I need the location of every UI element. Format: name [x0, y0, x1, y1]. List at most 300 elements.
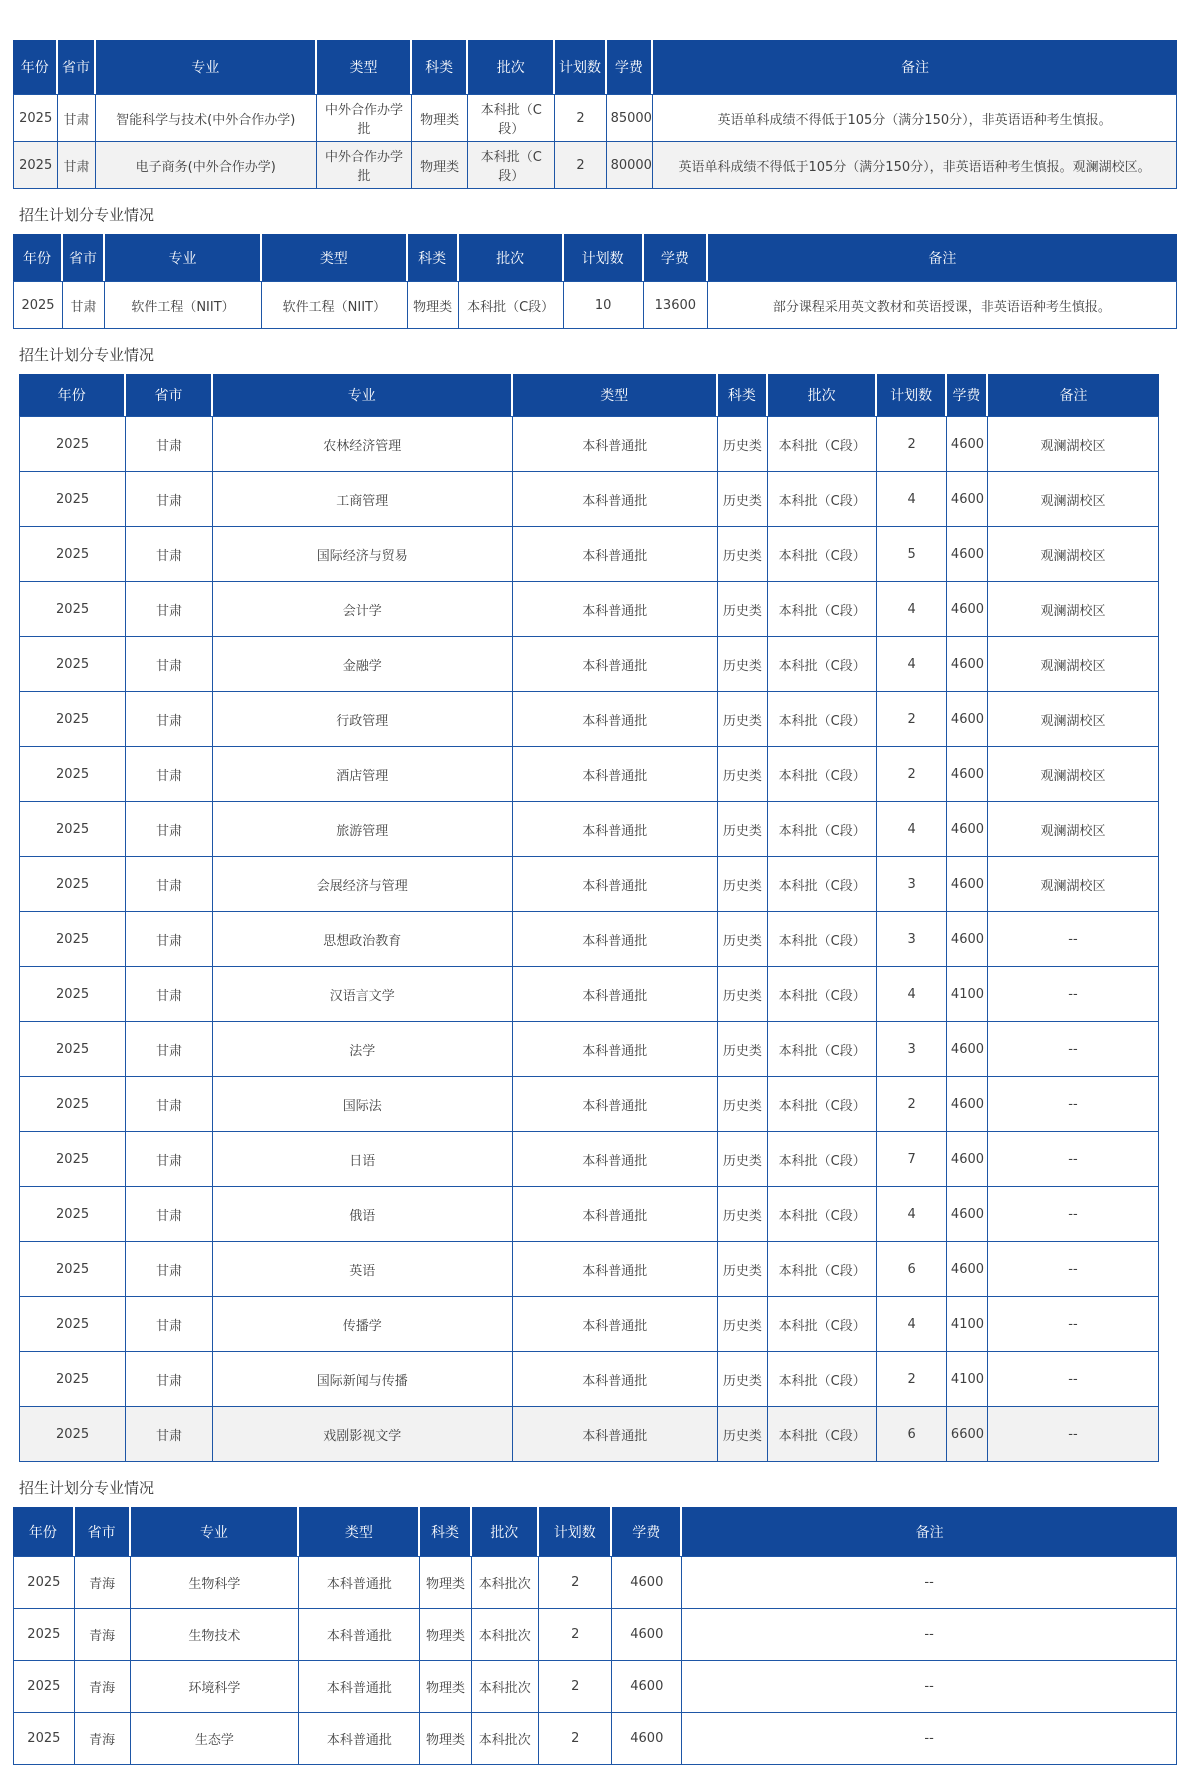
table-cell: 4600 — [947, 582, 988, 637]
table-cell: 戏剧影视文学 — [213, 1407, 513, 1462]
table-cell: 本科普通批 — [513, 692, 718, 747]
table-cell: 酒店管理 — [213, 747, 513, 802]
column-header: 科类 — [718, 374, 768, 416]
table-cell: 本科批（C段） — [768, 1297, 877, 1352]
table-cell: 4 — [877, 637, 947, 692]
table-cell: 本科普通批 — [299, 1609, 420, 1661]
table-cell: 本科批次 — [472, 1609, 540, 1661]
table-cell: 4600 — [947, 857, 988, 912]
section-title: 招生计划分专业情况 — [19, 1479, 155, 1497]
column-header: 科类 — [412, 40, 468, 94]
table-cell: 生态学 — [131, 1713, 300, 1765]
table-cell: 中外合作办学批 — [317, 142, 412, 189]
table-cell: 6600 — [947, 1407, 988, 1462]
table-cell: 甘肃 — [126, 1407, 213, 1462]
table-cell: 工商管理 — [213, 472, 513, 527]
table-cell: 本科普通批 — [513, 1022, 718, 1077]
table-cell: 本科批（C段） — [768, 912, 877, 967]
table-cell: 青海 — [75, 1661, 131, 1713]
table-cell: 2 — [877, 1077, 947, 1132]
column-header: 计划数 — [564, 234, 644, 281]
table-cell: 4600 — [947, 802, 988, 857]
table-cell: 2025 — [19, 1022, 126, 1077]
table-cell: 俄语 — [213, 1187, 513, 1242]
column-header: 省市 — [75, 1507, 131, 1556]
table-cell: 本科批（C段） — [768, 967, 877, 1022]
table-cell: 本科普通批 — [513, 472, 718, 527]
table-cell: 青海 — [75, 1556, 131, 1609]
table-cell: 2 — [539, 1713, 612, 1765]
table-cell: 本科普通批 — [513, 416, 718, 472]
table-cell: 2025 — [19, 802, 126, 857]
table-cell: 2025 — [13, 1609, 75, 1661]
table-cell: 2025 — [19, 1132, 126, 1187]
table-cell: 2025 — [13, 1661, 75, 1713]
table-cell: 甘肃 — [126, 967, 213, 1022]
table-cell: 5 — [877, 527, 947, 582]
table-cell: -- — [988, 1352, 1159, 1407]
table-cell: 2025 — [19, 1077, 126, 1132]
table-cell: 本科批次 — [472, 1713, 540, 1765]
table-cell: 4100 — [947, 1352, 988, 1407]
table-cell: 4 — [877, 582, 947, 637]
table-cell: 传播学 — [213, 1297, 513, 1352]
table-row — [19, 1297, 1159, 1352]
table-cell: 历史类 — [718, 802, 768, 857]
table-cell: 本科批（C段） — [768, 1132, 877, 1187]
table-cell: 3 — [877, 912, 947, 967]
table-cell: 2025 — [19, 1297, 126, 1352]
table-cell: 2 — [555, 94, 606, 142]
table-cell: 2 — [877, 416, 947, 472]
table-row — [19, 582, 1159, 637]
table-row — [13, 281, 1177, 329]
table-cell: 甘肃 — [126, 747, 213, 802]
table-cell: 会计学 — [213, 582, 513, 637]
table-cell: 历史类 — [718, 582, 768, 637]
table-cell: 软件工程（NIIT） — [105, 281, 262, 329]
table-cell: 本科普通批 — [299, 1556, 420, 1609]
table-cell: -- — [682, 1661, 1177, 1713]
table-cell: -- — [988, 1297, 1159, 1352]
table-cell: 本科批（C段） — [768, 527, 877, 582]
table-cell: 本科批（C段） — [768, 637, 877, 692]
table-cell: 2 — [539, 1609, 612, 1661]
table-cell: 甘肃 — [126, 1022, 213, 1077]
table-cell: 本科普通批 — [513, 1242, 718, 1297]
admission-plan-table-qinghai — [13, 1507, 1177, 1765]
table-cell: 4600 — [612, 1556, 682, 1609]
table-cell: 2 — [877, 1352, 947, 1407]
table-cell: 4 — [877, 1297, 947, 1352]
table-cell: 甘肃 — [126, 416, 213, 472]
table-cell: 汉语言文学 — [213, 967, 513, 1022]
table-cell: 本科普通批 — [513, 912, 718, 967]
table-cell: 甘肃 — [126, 637, 213, 692]
table-cell: 甘肃 — [58, 94, 95, 142]
table-cell: 历史类 — [718, 1352, 768, 1407]
table-cell: 本科批（C段） — [768, 857, 877, 912]
table-cell: 本科批（C段） — [768, 416, 877, 472]
table-cell: 4600 — [612, 1661, 682, 1713]
table-cell: 2025 — [19, 527, 126, 582]
column-header: 学费 — [612, 1507, 682, 1556]
table-row — [19, 802, 1159, 857]
column-header: 科类 — [420, 1507, 471, 1556]
table-cell: 甘肃 — [58, 142, 95, 189]
table-cell: 甘肃 — [126, 692, 213, 747]
column-header: 学费 — [947, 374, 988, 416]
column-header: 省市 — [58, 40, 95, 94]
table-cell: 甘肃 — [126, 1352, 213, 1407]
table-cell: 4600 — [947, 747, 988, 802]
table-cell: 2025 — [13, 142, 58, 189]
table-cell: 本科普通批 — [513, 1132, 718, 1187]
table-row — [19, 1077, 1159, 1132]
table-cell: 历史类 — [718, 1407, 768, 1462]
table-cell: -- — [682, 1609, 1177, 1661]
table-cell: 本科普通批 — [513, 1407, 718, 1462]
table-cell: 2025 — [19, 582, 126, 637]
table-cell: 历史类 — [718, 1022, 768, 1077]
table-row — [19, 527, 1159, 582]
table-cell: 物理类 — [420, 1609, 471, 1661]
table-cell: 软件工程（NIIT） — [262, 281, 408, 329]
table-row — [13, 94, 1177, 142]
table-cell: 4600 — [947, 1187, 988, 1242]
table-cell: 本科批次 — [472, 1556, 540, 1609]
table-cell: 观澜湖校区 — [988, 802, 1159, 857]
table-cell: 甘肃 — [63, 281, 105, 329]
column-header: 计划数 — [877, 374, 947, 416]
table-cell: 国际新闻与传播 — [213, 1352, 513, 1407]
column-header: 专业 — [96, 40, 317, 94]
table-cell: 本科普通批 — [513, 802, 718, 857]
table-row — [13, 1661, 1177, 1713]
table-cell: 观澜湖校区 — [988, 472, 1159, 527]
table-cell: 历史类 — [718, 692, 768, 747]
table-cell: 4600 — [947, 1022, 988, 1077]
table-cell: 4600 — [947, 527, 988, 582]
table-cell: 2025 — [19, 1187, 126, 1242]
table-cell: 4600 — [612, 1609, 682, 1661]
table-cell: 法学 — [213, 1022, 513, 1077]
table-cell: 2025 — [19, 416, 126, 472]
column-header: 批次 — [768, 374, 877, 416]
table-cell: 青海 — [75, 1609, 131, 1661]
table-cell: 历史类 — [718, 1077, 768, 1132]
table-cell: 2025 — [19, 912, 126, 967]
table-cell: 本科普通批 — [299, 1661, 420, 1713]
table-cell: 4600 — [947, 912, 988, 967]
table-cell: 2025 — [13, 94, 58, 142]
table-cell: -- — [682, 1713, 1177, 1765]
table-cell: 2025 — [19, 1407, 126, 1462]
column-header: 批次 — [468, 40, 555, 94]
table-cell: 本科批（C段） — [468, 94, 555, 142]
table-row — [19, 692, 1159, 747]
table-cell: 历史类 — [718, 857, 768, 912]
table-cell: 本科批（C段） — [768, 1022, 877, 1077]
column-header: 备注 — [682, 1507, 1177, 1556]
table-cell: 2025 — [13, 1556, 75, 1609]
column-header: 计划数 — [539, 1507, 612, 1556]
table-cell: 国际法 — [213, 1077, 513, 1132]
table-cell: 历史类 — [718, 416, 768, 472]
column-header: 备注 — [708, 234, 1177, 281]
header-row — [13, 234, 1177, 281]
table-cell: 本科批（C段） — [768, 692, 877, 747]
table-cell: 农林经济管理 — [213, 416, 513, 472]
table-cell: 甘肃 — [126, 582, 213, 637]
table-cell: -- — [682, 1556, 1177, 1609]
table-cell: 观澜湖校区 — [988, 582, 1159, 637]
header-row — [13, 40, 1177, 94]
table-cell: 7 — [877, 1132, 947, 1187]
table-cell: 本科普通批 — [513, 1352, 718, 1407]
table-cell: 6 — [877, 1407, 947, 1462]
table-cell: 4600 — [947, 1077, 988, 1132]
table-cell: -- — [988, 912, 1159, 967]
table-cell: 2025 — [19, 1242, 126, 1297]
table-cell: 观澜湖校区 — [988, 692, 1159, 747]
table-cell: 青海 — [75, 1713, 131, 1765]
table-cell: 观澜湖校区 — [988, 747, 1159, 802]
table-cell: 2025 — [19, 1352, 126, 1407]
table-cell: 4600 — [612, 1713, 682, 1765]
table-cell: 历史类 — [718, 637, 768, 692]
table-cell: 甘肃 — [126, 802, 213, 857]
table-cell: 观澜湖校区 — [988, 857, 1159, 912]
table-cell: 甘肃 — [126, 1297, 213, 1352]
table-cell: 本科普通批 — [513, 967, 718, 1022]
table-cell: 本科批（C段） — [768, 1352, 877, 1407]
table-cell: 2025 — [13, 281, 63, 329]
column-header: 科类 — [408, 234, 459, 281]
table-cell: -- — [988, 1132, 1159, 1187]
table-cell: 本科批（C段） — [768, 1407, 877, 1462]
table-cell: 历史类 — [718, 472, 768, 527]
plan-section-qinghai — [13, 1478, 1177, 1765]
column-header: 类型 — [299, 1507, 420, 1556]
section-title: 招生计划分专业情况 — [19, 206, 155, 224]
table-cell: 观澜湖校区 — [988, 416, 1159, 472]
header-row — [19, 374, 1159, 416]
table-cell: 甘肃 — [126, 1077, 213, 1132]
table-cell: 本科批（C段） — [768, 802, 877, 857]
table-cell: 部分课程采用英文教材和英语授课，非英语语种考生慎报。 — [708, 281, 1177, 329]
table-cell: 3 — [877, 1022, 947, 1077]
table-row — [19, 416, 1159, 472]
table-cell: 本科批（C段） — [768, 747, 877, 802]
table-cell: 日语 — [213, 1132, 513, 1187]
table-cell: 4600 — [947, 416, 988, 472]
table-row — [13, 1609, 1177, 1661]
column-header: 年份 — [13, 40, 58, 94]
column-header: 批次 — [472, 1507, 540, 1556]
column-header: 类型 — [262, 234, 408, 281]
table-cell: 本科批（C段） — [768, 1187, 877, 1242]
table-cell: 本科普通批 — [513, 637, 718, 692]
table-cell: 甘肃 — [126, 472, 213, 527]
table-cell: 金融学 — [213, 637, 513, 692]
table-cell: -- — [988, 1187, 1159, 1242]
table-row — [19, 1187, 1159, 1242]
table-cell: 物理类 — [408, 281, 459, 329]
table-cell: 行政管理 — [213, 692, 513, 747]
table-cell: 本科普通批 — [513, 857, 718, 912]
admission-plan-table-gansu-history — [19, 374, 1159, 1462]
table-row — [19, 472, 1159, 527]
table-cell: 英语单科成绩不得低于105分（满分150分），非英语语种考生慎报。 — [653, 94, 1177, 142]
table-row — [19, 1407, 1159, 1462]
table-cell: 英语 — [213, 1242, 513, 1297]
column-header: 专业 — [131, 1507, 300, 1556]
column-header: 省市 — [126, 374, 213, 416]
table-cell: 4 — [877, 472, 947, 527]
column-header: 计划数 — [555, 40, 606, 94]
table-cell: 观澜湖校区 — [988, 637, 1159, 692]
table-cell: -- — [988, 1407, 1159, 1462]
table-row — [19, 857, 1159, 912]
column-header: 省市 — [63, 234, 105, 281]
table-row — [13, 1556, 1177, 1609]
table-cell: 2 — [539, 1661, 612, 1713]
table-cell: 甘肃 — [126, 527, 213, 582]
table-row — [19, 637, 1159, 692]
table-cell: 历史类 — [718, 527, 768, 582]
table-row — [13, 1713, 1177, 1765]
table-cell: 观澜湖校区 — [988, 527, 1159, 582]
table-cell: 思想政治教育 — [213, 912, 513, 967]
column-header: 类型 — [513, 374, 718, 416]
table-cell: 物理类 — [420, 1713, 471, 1765]
table-cell: 本科批（C段） — [768, 1077, 877, 1132]
table-cell: 本科普通批 — [513, 582, 718, 637]
column-header: 专业 — [213, 374, 513, 416]
table-cell: 10 — [564, 281, 644, 329]
table-cell: 本科批（C段） — [459, 281, 564, 329]
table-cell: 85000 — [607, 94, 654, 142]
table-cell: 英语单科成绩不得低于105分（满分150分），非英语语种考生慎报。观澜湖校区。 — [653, 142, 1177, 189]
table-cell: 2025 — [19, 472, 126, 527]
table-cell: 甘肃 — [126, 912, 213, 967]
column-header: 年份 — [13, 234, 63, 281]
table-cell: 4 — [877, 1187, 947, 1242]
table-cell: 甘肃 — [126, 1242, 213, 1297]
table-cell: 环境科学 — [131, 1661, 300, 1713]
column-header: 备注 — [988, 374, 1159, 416]
section-title: 招生计划分专业情况 — [19, 346, 155, 364]
table-cell: 国际经济与贸易 — [213, 527, 513, 582]
table-cell: -- — [988, 967, 1159, 1022]
table-cell: 甘肃 — [126, 1132, 213, 1187]
plan-section-gansu-history — [13, 345, 1177, 1462]
column-header: 年份 — [19, 374, 126, 416]
table-row — [19, 747, 1159, 802]
table-cell: 历史类 — [718, 1132, 768, 1187]
table-row — [19, 1242, 1159, 1297]
table-cell: 本科普通批 — [299, 1713, 420, 1765]
table-cell: 2025 — [19, 747, 126, 802]
admission-plan-table-coop — [13, 40, 1177, 189]
table-cell: 2025 — [19, 637, 126, 692]
table-cell: 本科批（C段） — [468, 142, 555, 189]
table-cell: 2 — [539, 1556, 612, 1609]
table-cell: 本科普通批 — [513, 747, 718, 802]
plan-section-coop — [13, 40, 1177, 189]
table-cell: -- — [988, 1022, 1159, 1077]
table-cell: 物理类 — [412, 142, 468, 189]
table-cell: 本科普通批 — [513, 527, 718, 582]
column-header: 年份 — [13, 1507, 75, 1556]
table-cell: 电子商务(中外合作办学) — [96, 142, 317, 189]
table-cell: 本科普通批 — [513, 1297, 718, 1352]
table-row — [19, 912, 1159, 967]
table-cell: 2 — [877, 747, 947, 802]
table-cell: 本科普通批 — [513, 1077, 718, 1132]
table-cell: 生物科学 — [131, 1556, 300, 1609]
table-cell: -- — [988, 1242, 1159, 1297]
table-cell: 4600 — [947, 637, 988, 692]
table-row — [19, 967, 1159, 1022]
table-cell: 2025 — [19, 967, 126, 1022]
table-cell: 历史类 — [718, 1242, 768, 1297]
table-cell: 物理类 — [412, 94, 468, 142]
table-cell: 本科普通批 — [513, 1187, 718, 1242]
table-cell: 中外合作办学批 — [317, 94, 412, 142]
table-cell: 80000 — [607, 142, 654, 189]
table-cell: 历史类 — [718, 1187, 768, 1242]
table-cell: 物理类 — [420, 1556, 471, 1609]
table-cell: 智能科学与技术(中外合作办学) — [96, 94, 317, 142]
table-cell: 物理类 — [420, 1661, 471, 1713]
header-row — [13, 1507, 1177, 1556]
table-cell: 4600 — [947, 1132, 988, 1187]
table-cell: 4600 — [947, 472, 988, 527]
table-cell: -- — [988, 1077, 1159, 1132]
table-cell: 13600 — [644, 281, 708, 329]
column-header: 备注 — [653, 40, 1177, 94]
table-cell: 4100 — [947, 1297, 988, 1352]
table-cell: 历史类 — [718, 912, 768, 967]
table-cell: 2025 — [19, 692, 126, 747]
table-cell: 4 — [877, 802, 947, 857]
table-cell: 历史类 — [718, 967, 768, 1022]
table-cell: 2025 — [19, 857, 126, 912]
column-header: 学费 — [607, 40, 654, 94]
plan-section-niit — [13, 205, 1177, 329]
table-cell: 3 — [877, 857, 947, 912]
table-cell: 旅游管理 — [213, 802, 513, 857]
table-row — [13, 142, 1177, 189]
table-cell: 历史类 — [718, 1297, 768, 1352]
table-row — [19, 1132, 1159, 1187]
table-cell: 2 — [877, 692, 947, 747]
table-cell: 2025 — [13, 1713, 75, 1765]
table-cell: 本科批（C段） — [768, 1242, 877, 1297]
table-cell: 本科批（C段） — [768, 582, 877, 637]
table-row — [19, 1022, 1159, 1077]
table-cell: 4600 — [947, 692, 988, 747]
admission-plan-table-niit — [13, 234, 1177, 329]
column-header: 专业 — [105, 234, 262, 281]
table-cell: 4100 — [947, 967, 988, 1022]
table-cell: 历史类 — [718, 747, 768, 802]
column-header: 学费 — [644, 234, 708, 281]
table-row — [19, 1352, 1159, 1407]
table-cell: 会展经济与管理 — [213, 857, 513, 912]
